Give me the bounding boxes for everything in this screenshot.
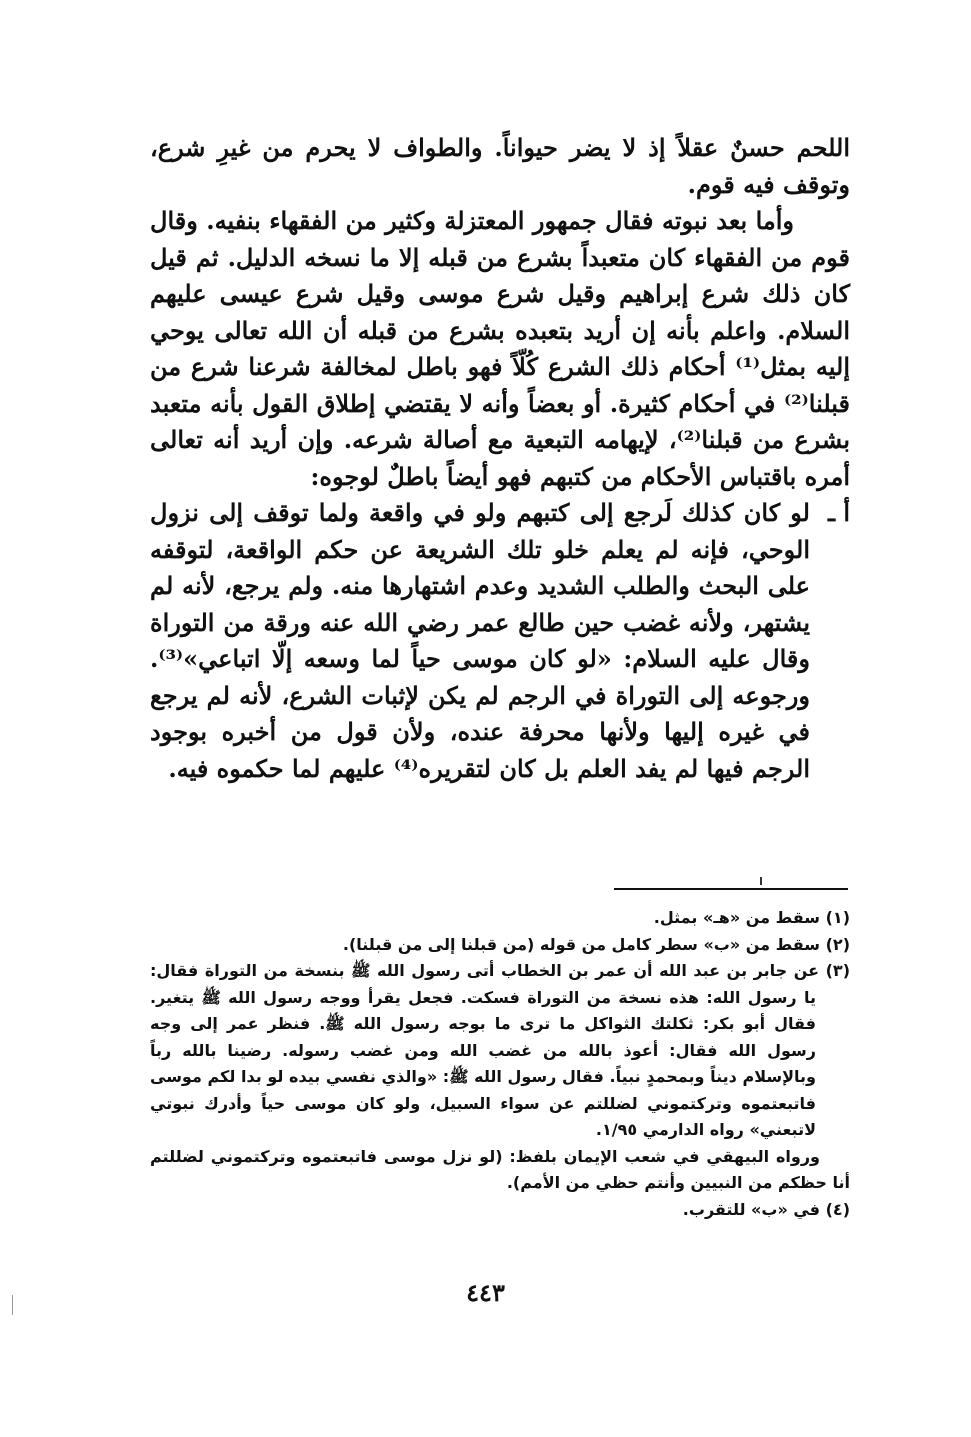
paragraph-2: وأما بعد نبوته فقال جمهور المعتزلة وكثير من الفقهاء بنفيه. وقال قوم من الفقهاء كان متعبداً بشرع من قبله إلا ما نسخه الدليل. ثم قيل كان ذلك شرع إبراهيم وقيل شرع موسى وقيل شرع عيسى عليهم السلام. واعلم بأنه إن أريد بتعبده بشرع من قبله أن الله تعالى يوحي إليه بمثل⁽¹⁾ أحكام ذلك الشرع كُلّاً فهو باطل لمخالفة شرعنا شرع من قبلنا⁽²⁾ في أحكام كثيرة. أو بعضاً وأنه لا يقتضي إطلاق القول بأنه متعبد بشرع من قبلنا⁽²⁾، لإيهامه التبعية مع أصالة شرعه. وإن أريد أنه تعالى أمره باقتباس الأحكام من كتبهم فهو أيضاً باطلٌ لوجوه: [150,206,850,491]
main-text-body [150,130,850,787]
scan-artifact-mark [760,877,762,885]
footnote-3: (٣) عن جابر بن عبد الله أن عمر بن الخطاب أتى رسول الله ﷺ بنسخة من التوراة فقال: يا رسول الله: هذه نسخة من التوراة فسكت. فجعل يقرأ ووجه رسول الله ﷺ يتغير. فقال أبو بكر: ثكلتك الثواكل ما ترى ما بوجه رسول الله ﷺ. فنظر عمر إلى وجه رسول الله فقال: أعوذ بالله من غضب الله ومن غضب رسوله. رضينا بالله رباً وبالإسلام ديناً وبمحمدٍ نبياً. فقال رسول الله ﷺ: «والذي نفسي بيده لو بدا لكم موسى فاتبعتموه وتركتموني لضللتم عن سواء السبيل، ولو كان موسى حياً وأدرك نبوتي لاتبعني» رواه الدارمي ١/٩٥. [150,961,850,1139]
list-item-text: لو كان كذلك لَرجع إلى كتبهم ولو في واقعة ولما توقف إلى نزول الوحي، فإنه لم يعلم خلو تلك الشريعة عن حكم الواقعة، لتوقفه على البحث والطلب الشديد وعدم اشتهارها منه. ولم يرجع، لأنه لم يشتهر، ولأنه غضب حين طالع عمر رضي الله عنه ورقة من التوراة وقال عليه السلام: «لو كان موسى حياً لما وسعه إلّا اتباعي»⁽³⁾. ورجوعه إلى التوراة في الرجم لم يكن لإثبات الشرع، لأنه لم يرجع في غيره إليها ولأنها محرفة عنده، ولأن قول من أخبره بوجود الرجم فيها لم يفد العلم بل كان لتقريره⁽⁴⁾ عليهم لما حكموه فيه. [150,498,810,783]
footnote-1: (١) سقط من «هـ» بمثل. [653,908,850,927]
footnotes-section [150,905,850,1223]
page-number: ٤٤٣ [466,1278,505,1307]
list-item-marker: أ ـ [827,498,850,527]
footnote-separator [614,888,848,890]
footnote-4: (٤) في «ب» للتقرب. [682,1199,850,1219]
list-item-a [150,495,850,787]
paragraph-1: اللحم حسنٌ عقلاً إذ لا يضر حيواناً. والطواف لا يحرم من غيرِ شرع، وتوقف فيه قوم. [150,133,850,199]
scan-edge-line [12,1295,13,1315]
footnote-2: (٢) سقط من «ب» سطر كامل من قوله (من قبلنا إلى من قبلنا). [342,934,850,954]
footnote-3-continuation: ورواه البيهقي في شعب الإيمان بلفظ: (لو نزل موسى فاتبعتموه وتركتموني لضللتم أنا حظكم من النبيين وأنتم حظي من الأمم). [150,1146,850,1192]
